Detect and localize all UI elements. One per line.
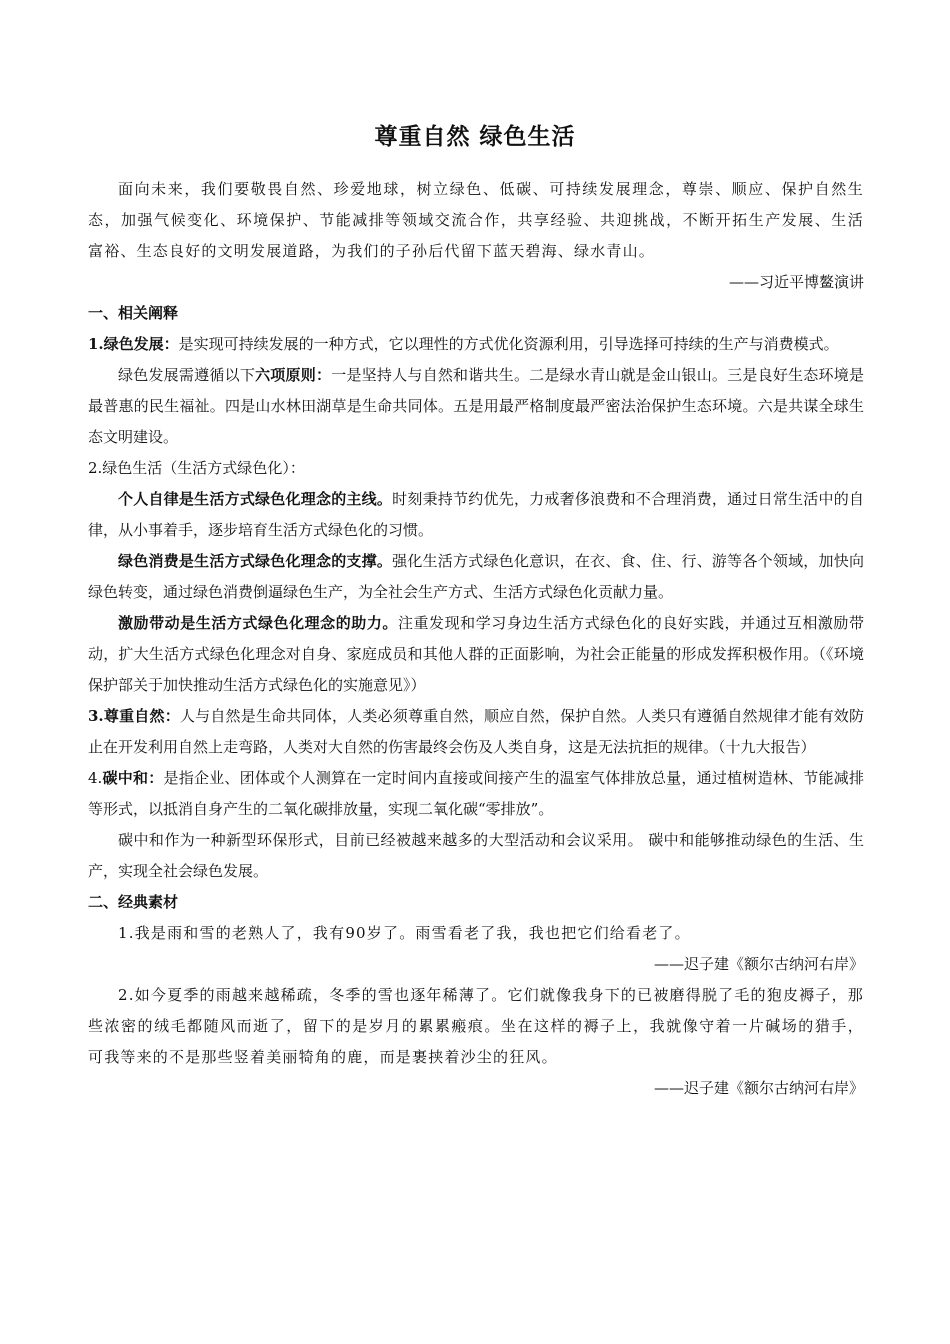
item2-p2-text: 强化生活方式绿色化意识，在衣、食、住、行、游等各个领域，加快向绿色转变，通过绿色消费倒逼绿色生产，为全社会生产方式、生活方式绿色化贡献力量。: [88, 552, 864, 601]
item1-principles-pre: 绿色发展需遵循以下: [118, 366, 256, 384]
item4-paragraph: [88, 763, 864, 825]
item1-principles-label: 六项原则：: [255, 366, 332, 384]
section1-heading: 一、相关阐释: [88, 304, 179, 322]
section2-heading: 二、经典素材: [88, 893, 179, 911]
item2-p1-text: 时刻秉持节约优先，力戒奢侈浪费和不合理消费，通过日常生活中的自律，从小事着手，逐步培育生活方式绿色化的习惯。: [88, 490, 864, 539]
document-body: [88, 174, 864, 1104]
item1-principles: [88, 360, 864, 453]
material1-source: ——迟子建《额尔古纳河右岸》: [653, 955, 864, 973]
item2-p2-lead: 绿色消费是生活方式绿色化理念的支撑。: [118, 552, 393, 570]
item1-text: 是实现可持续发展的一种方式，它以理性的方式优化资源利用，引导选择可持续的生产与消费模式。: [178, 335, 839, 353]
item2-p3-lead: 激励带动是生活方式绿色化理念的助力。: [118, 614, 398, 632]
material2-source: ——迟子建《额尔古纳河右岸》: [653, 1079, 864, 1097]
item2-paragraph-2: [88, 546, 864, 608]
item2-paragraph-3: [88, 608, 864, 701]
item1-label: 1.绿色发展：: [88, 335, 179, 353]
item2-p3-text: 注重发现和学习身边生活方式绿色化的良好实践，并通过互相激励带动，扩大生活方式绿色化理念对自身、家庭成员和其他人群的正面影响，为社会正能量的形成发挥积极作用。（《环境保护部关于加快推动生活方式绿色化的实施意见》）: [88, 614, 864, 694]
material1-text: 1.我是雨和雪的老熟人了，我有90岁了。雨雪看老了我，我也把它们给看老了。: [118, 924, 691, 942]
item4-label: 碳中和：: [102, 769, 164, 787]
item3-text: 人与自然是生命共同体，人类必须尊重自然，顺应自然，保护自然。人类只有遵循自然规律才能有效防止在开发利用自然上走弯路，人类对大自然的伤害最终会伤及人类自身，这是无法抗拒的规律。（十九大报告）: [88, 707, 864, 756]
intro-source: ——习近平博鳌演讲: [728, 273, 864, 291]
item2-paragraph-1: [88, 484, 864, 546]
intro-quote: 面向未来，我们要敬畏自然、珍爱地球，树立绿色、低碳、可持续发展理念，尊崇、顺应、保护自然生态，加强气候变化、环境保护、节能减排等领域交流合作，共享经验、共迎挑战，不断开拓生产发展、生活富裕、生态良好的文明发展道路，为我们的子孙后代留下蓝天碧海、绿水青山。: [88, 180, 864, 260]
item1-principles-text: 一是坚持人与自然和谐共生。二是绿水青山就是金山银山。三是良好生态环境是最普惠的民生福祉。四是山水林田湖草是生命共同体。五是用最严格制度最严密法治保护生态环境。六是共谋全球生态文明建设。: [88, 366, 864, 446]
item4-paragraph-2: 碳中和作为一种新型环保形式，目前已经被越来越多的大型活动和会议采用。 碳中和能够推动绿色的生活、生产，实现全社会绿色发展。: [88, 831, 864, 880]
material2-text: 2.如今夏季的雨越来越稀疏，冬季的雪也逐年稀薄了。它们就像我身下的已被磨得脱了毛的狍皮褥子，那些浓密的绒毛都随风而逝了，留下的是岁月的累累瘢痕。坐在这样的褥子上，我就像守着一片碱场的猎手，可我等来的不是那些竖着美丽犄角的鹿，而是裹挟着沙尘的狂风。: [88, 986, 864, 1066]
item1-paragraph: [88, 329, 864, 360]
item2-p1-lead: 个人自律是生活方式绿色化理念的主线。: [118, 490, 393, 508]
item3-label: 3.尊重自然：: [88, 707, 180, 725]
page-title: 尊重自然 绿色生活: [374, 124, 576, 150]
item2-heading: 2.绿色生活（生活方式绿色化）：: [88, 459, 305, 477]
item4-number: 4.: [88, 769, 103, 787]
item4-text: 是指企业、团体或个人测算在一定时间内直接或间接产生的温室气体排放总量，通过植树造林、节能减排等形式，以抵消自身产生的二氧化碳排放量，实现二氧化碳“零排放”。: [88, 769, 864, 818]
item3-paragraph: [88, 701, 864, 763]
